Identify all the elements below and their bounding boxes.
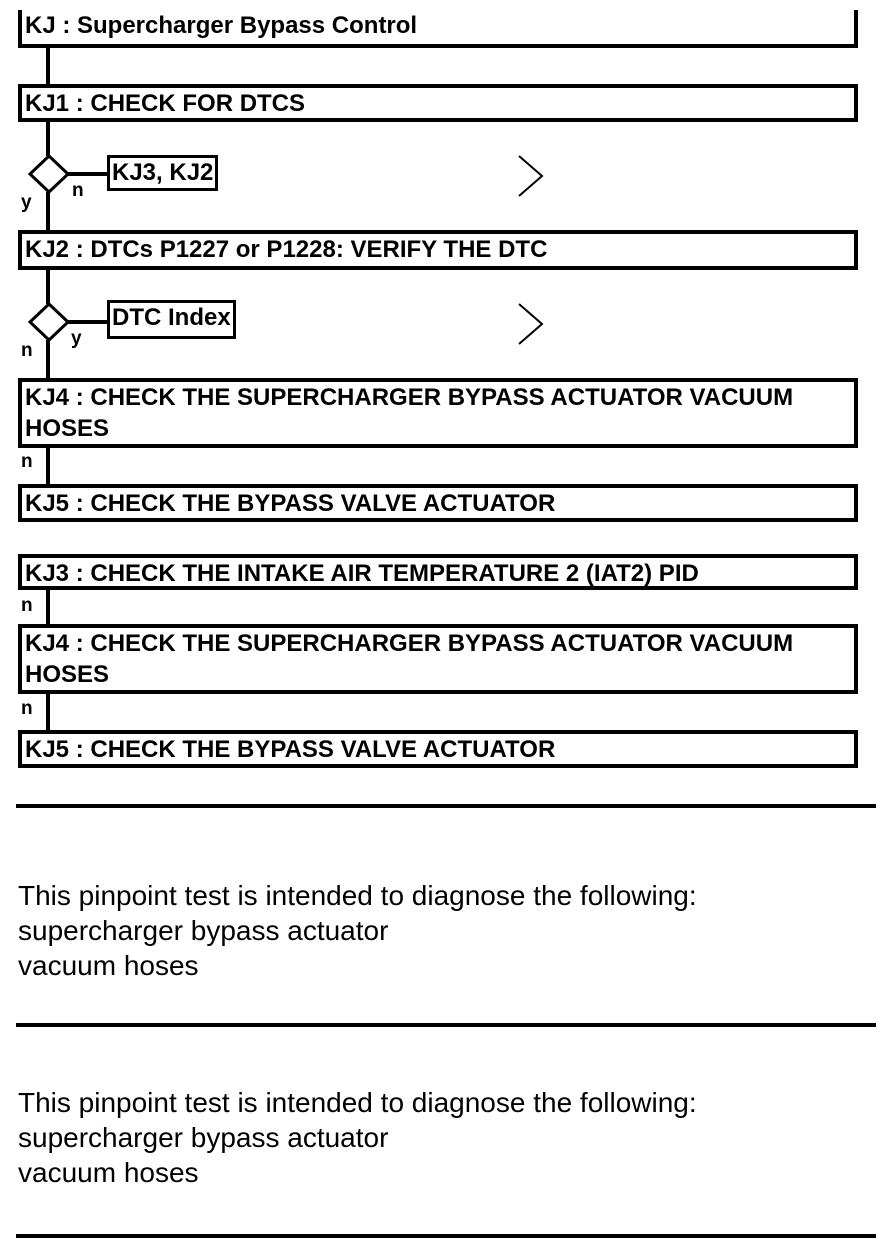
connector-line [46, 268, 50, 304]
description-item: supercharger bypass actuator [18, 915, 389, 946]
step-kj4[interactable]: KJ4 : CHECK THE SUPERCHARGER BYPASS ACTUATOR VACUUM HOSES [18, 378, 858, 448]
step-kj3[interactable]: KJ3 : CHECK THE INTAKE AIR TEMPERATURE 2 (IAT2) PID [18, 554, 858, 590]
description-intro: This pinpoint test is intended to diagnose the following: [18, 880, 697, 911]
description-item: supercharger bypass actuator [18, 1122, 389, 1153]
branch-target-kj3-kj2[interactable]: KJ3, KJ2 [107, 155, 218, 191]
connector-line [46, 340, 50, 380]
decision-diamond [28, 154, 70, 194]
branch-line [68, 320, 110, 324]
divider [16, 804, 876, 808]
connector-line [46, 588, 50, 628]
chevron-right-icon[interactable] [516, 154, 546, 198]
step-kj4[interactable]: KJ4 : CHECK THE SUPERCHARGER BYPASS ACTUATOR VACUUM HOSES [18, 624, 858, 694]
chevron-right-icon[interactable] [516, 302, 546, 346]
description-block [18, 878, 697, 983]
connector-line [46, 192, 50, 232]
branch-no-label: n [21, 340, 33, 361]
edge-label: n [21, 451, 33, 472]
divider [16, 1023, 876, 1027]
edge-label: n [21, 698, 33, 719]
branch-no-label: n [72, 180, 84, 201]
connector-line [46, 46, 50, 86]
branch-yes-label: y [71, 328, 82, 349]
step-kj2[interactable]: KJ2 : DTCs P1227 or P1228: VERIFY THE DTC [18, 230, 858, 270]
branch-yes-label: y [21, 192, 32, 213]
description-block [18, 1085, 697, 1190]
connector-line [46, 692, 50, 732]
description-item: vacuum hoses [18, 1157, 199, 1188]
connector-line [46, 120, 50, 156]
step-kj5[interactable]: KJ5 : CHECK THE BYPASS VALVE ACTUATOR [18, 484, 858, 522]
step-kj5[interactable]: KJ5 : CHECK THE BYPASS VALVE ACTUATOR [18, 730, 858, 768]
divider [16, 1234, 876, 1238]
decision-diamond [28, 302, 70, 342]
branch-line [68, 172, 110, 176]
branch-target-dtc-index[interactable]: DTC Index [107, 300, 236, 339]
edge-label: n [21, 595, 33, 616]
description-item: vacuum hoses [18, 950, 199, 981]
description-intro: This pinpoint test is intended to diagnose the following: [18, 1087, 697, 1118]
connector-line [46, 446, 50, 486]
title-box: KJ : Supercharger Bypass Control [18, 10, 858, 48]
step-kj1[interactable]: KJ1 : CHECK FOR DTCS [18, 84, 858, 122]
